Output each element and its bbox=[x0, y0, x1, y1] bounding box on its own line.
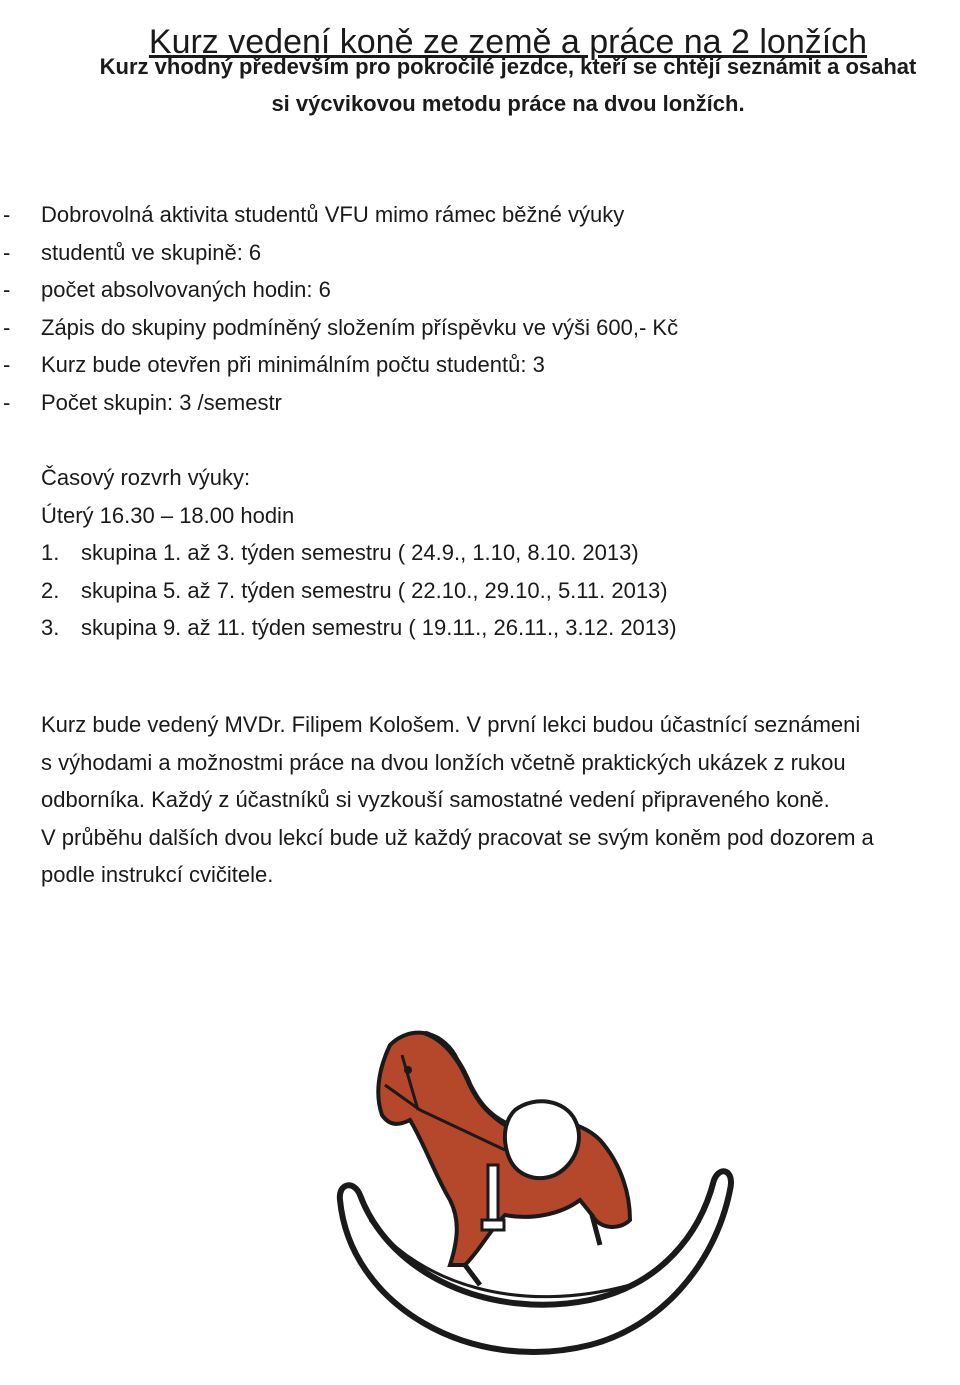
paragraph-line: podle instrukcí cvičitele. bbox=[41, 862, 274, 888]
subtitle-line: si výcvikovou metodu práce na dvou lonžích. bbox=[271, 91, 745, 116]
list-item bbox=[0, 309, 678, 347]
bullet-dash: - bbox=[3, 352, 11, 378]
schedule-time: Úterý 16.30 – 18.00 hodin bbox=[41, 502, 295, 528]
list-item bbox=[0, 234, 678, 272]
list-item-text: Dobrovolná aktivita studentů VFU mimo rámec běžné výuky bbox=[41, 202, 625, 227]
schedule-group bbox=[41, 534, 677, 572]
bullet-dash: - bbox=[3, 277, 11, 303]
group-text: skupina 1. až 3. týden semestru ( 24.9., 1.10, 8.10. 2013) bbox=[81, 540, 639, 566]
list-item-text: Počet skupin: 3 /semestr bbox=[41, 389, 282, 415]
paragraph-line: odborníka. Každý z účastníků si vyzkouší samostatné vedení připraveného koně. bbox=[41, 787, 830, 813]
bullet-dash: - bbox=[3, 239, 11, 265]
list-item-text: studentů ve skupině: 6 bbox=[41, 239, 262, 265]
schedule-group bbox=[41, 572, 677, 610]
page-title: Kurz vedení koně ze země a práce na 2 lonžích bbox=[148, 22, 868, 61]
bullet-dash: - bbox=[3, 389, 11, 415]
info-list bbox=[0, 196, 678, 422]
rocking-horse-icon bbox=[330, 1015, 750, 1385]
group-number: 3. bbox=[41, 615, 60, 641]
subtitle-line: Kurz vhodný především pro pokročilé jezdce, kteří se chtějí seznámit a osahat bbox=[99, 54, 917, 79]
list-item-text: Zápis do skupiny podmíněný složením příspěvku ve výši 600,- Kč bbox=[41, 314, 679, 340]
schedule-group bbox=[41, 609, 677, 647]
list-item-text: počet absolvovaných hodin: 6 bbox=[41, 277, 331, 303]
subtitle bbox=[60, 48, 956, 122]
schedule bbox=[41, 459, 677, 647]
course-description bbox=[41, 706, 956, 894]
schedule-heading: Časový rozvrh výuky: bbox=[41, 465, 251, 490]
group-text: skupina 9. až 11. týden semestru ( 19.11., 26.11., 3.12. 2013) bbox=[81, 615, 677, 641]
list-item-text: Kurz bude otevřen při minimálním počtu studentů: 3 bbox=[41, 352, 545, 378]
bullet-dash: - bbox=[3, 202, 11, 227]
list-item bbox=[0, 384, 678, 422]
paragraph-line: Kurz bude vedený MVDr. Filipem Kološem. V první lekci budou účastnící seznámeni bbox=[41, 712, 861, 737]
group-text: skupina 5. až 7. týden semestru ( 22.10., 29.10., 5.11. 2013) bbox=[81, 577, 668, 603]
group-number: 1. bbox=[41, 540, 60, 566]
paragraph-line: V průběhu dalších dvou lekcí bude už každý pracovat se svým koněm pod dozorem a bbox=[41, 824, 874, 850]
list-item bbox=[0, 196, 678, 234]
list-item bbox=[0, 346, 678, 384]
paragraph-line: s výhodami a možnostmi práce na dvou lonžích včetně praktických ukázek z rukou bbox=[41, 749, 846, 775]
list-item bbox=[0, 271, 678, 309]
group-number: 2. bbox=[41, 577, 60, 603]
bullet-dash: - bbox=[3, 314, 11, 340]
